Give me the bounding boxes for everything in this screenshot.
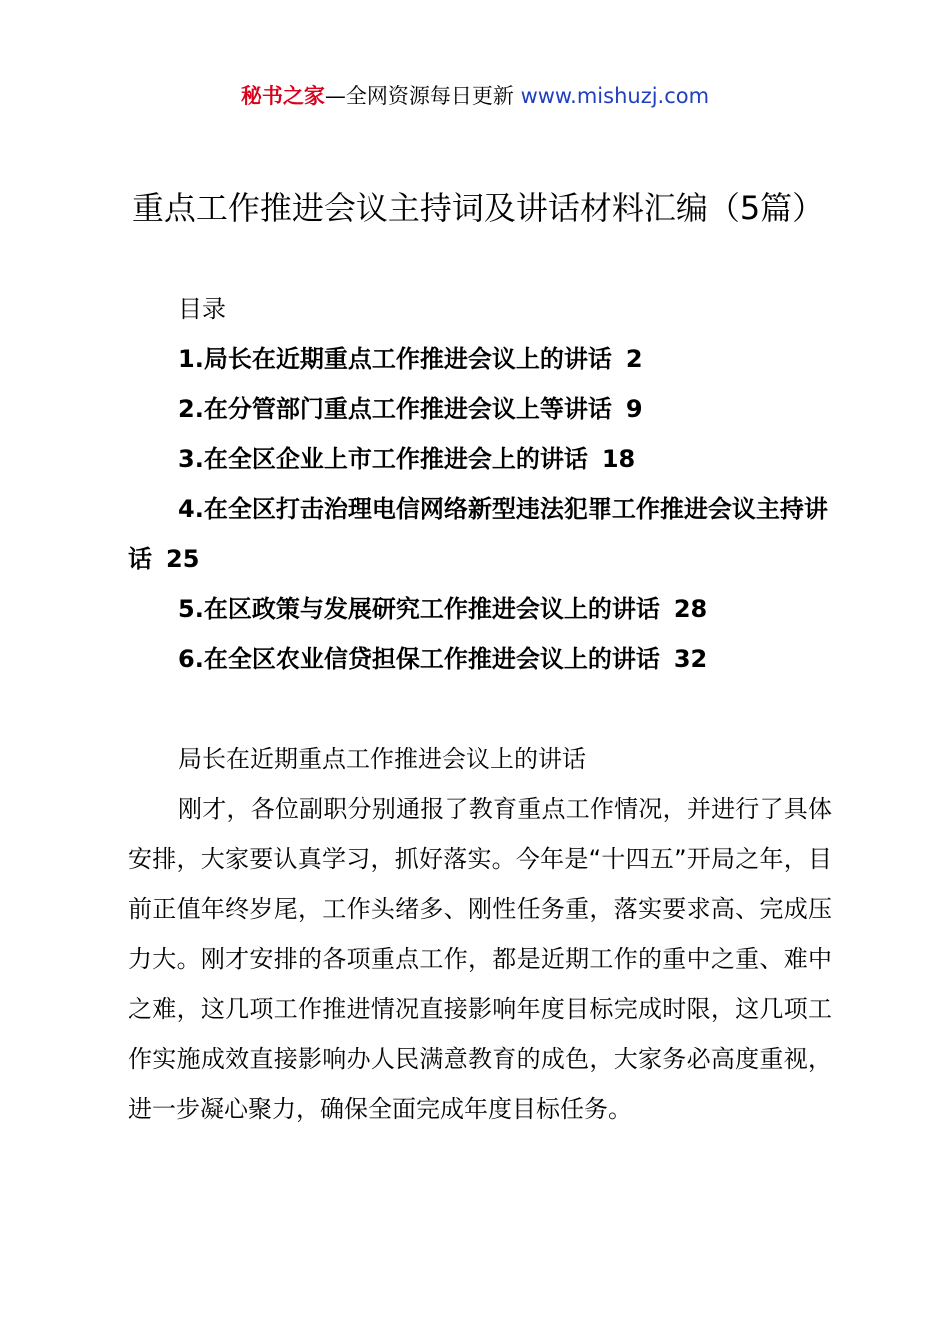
toc-item-page: 2 xyxy=(625,345,643,373)
site-url-link[interactable]: www.mishuzj.com xyxy=(520,84,710,108)
toc-item-page: 25 xyxy=(166,545,200,573)
toc-item[interactable] xyxy=(128,384,832,434)
toc-item-text: 6.在全区农业信贷担保工作推进会议上的讲话 xyxy=(178,645,660,673)
site-brand: 秘书之家 xyxy=(240,84,325,108)
document-title: 重点工作推进会议主持词及讲话材料汇编（5篇） xyxy=(131,189,825,227)
toc-item-page: 18 xyxy=(601,445,636,473)
document-body xyxy=(128,284,832,1134)
toc-item[interactable] xyxy=(128,484,832,584)
site-tagline: —全网资源每日更新 xyxy=(324,84,514,108)
toc-item-text: 5.在区政策与发展研究工作推进会议上的讲话 xyxy=(178,595,660,623)
toc-item-text: 2.在分管部门重点工作推进会议上等讲话 xyxy=(178,395,612,423)
toc-item[interactable] xyxy=(128,434,832,484)
section-title: 局长在近期重点工作推进会议上的讲话 xyxy=(178,745,586,773)
section-spacer xyxy=(128,684,832,734)
site-header xyxy=(0,80,950,112)
toc-item[interactable] xyxy=(128,584,832,634)
toc-item-page: 32 xyxy=(673,645,708,673)
toc-item[interactable] xyxy=(128,334,832,384)
toc-item-page: 9 xyxy=(625,395,643,423)
toc-item-text: 1.局长在近期重点工作推进会议上的讲话 xyxy=(178,345,612,373)
table-of-contents xyxy=(128,334,832,684)
toc-label: 目录 xyxy=(178,295,226,323)
toc-item-text: 3.在全区企业上市工作推进会上的讲话 xyxy=(178,445,588,473)
toc-item-page: 28 xyxy=(673,595,708,623)
toc-item[interactable] xyxy=(128,634,832,684)
toc-item-text: 4.在全区打击治理电信网络新型违法犯罪工作推进会议主持讲话 xyxy=(128,495,828,573)
body-paragraph: 刚才，各位副职分别通报了教育重点工作情况，并进行了具体安排，大家要认真学习，抓好落实。今年是“十四五”开局之年，目前正值年终岁尾，工作头绪多、刚性任务重，落实要求高、完成压力大。刚才安排的各项重点工作，都是近期工作的重中之重、难中之难，这几项工作推进情况直接影响年度目标完成时限，这几项工作实施成效直接影响办人民满意教育的成色，大家务必高度重视，进一步凝心聚力，确保全面完成年度目标任务。 xyxy=(128,795,832,1123)
